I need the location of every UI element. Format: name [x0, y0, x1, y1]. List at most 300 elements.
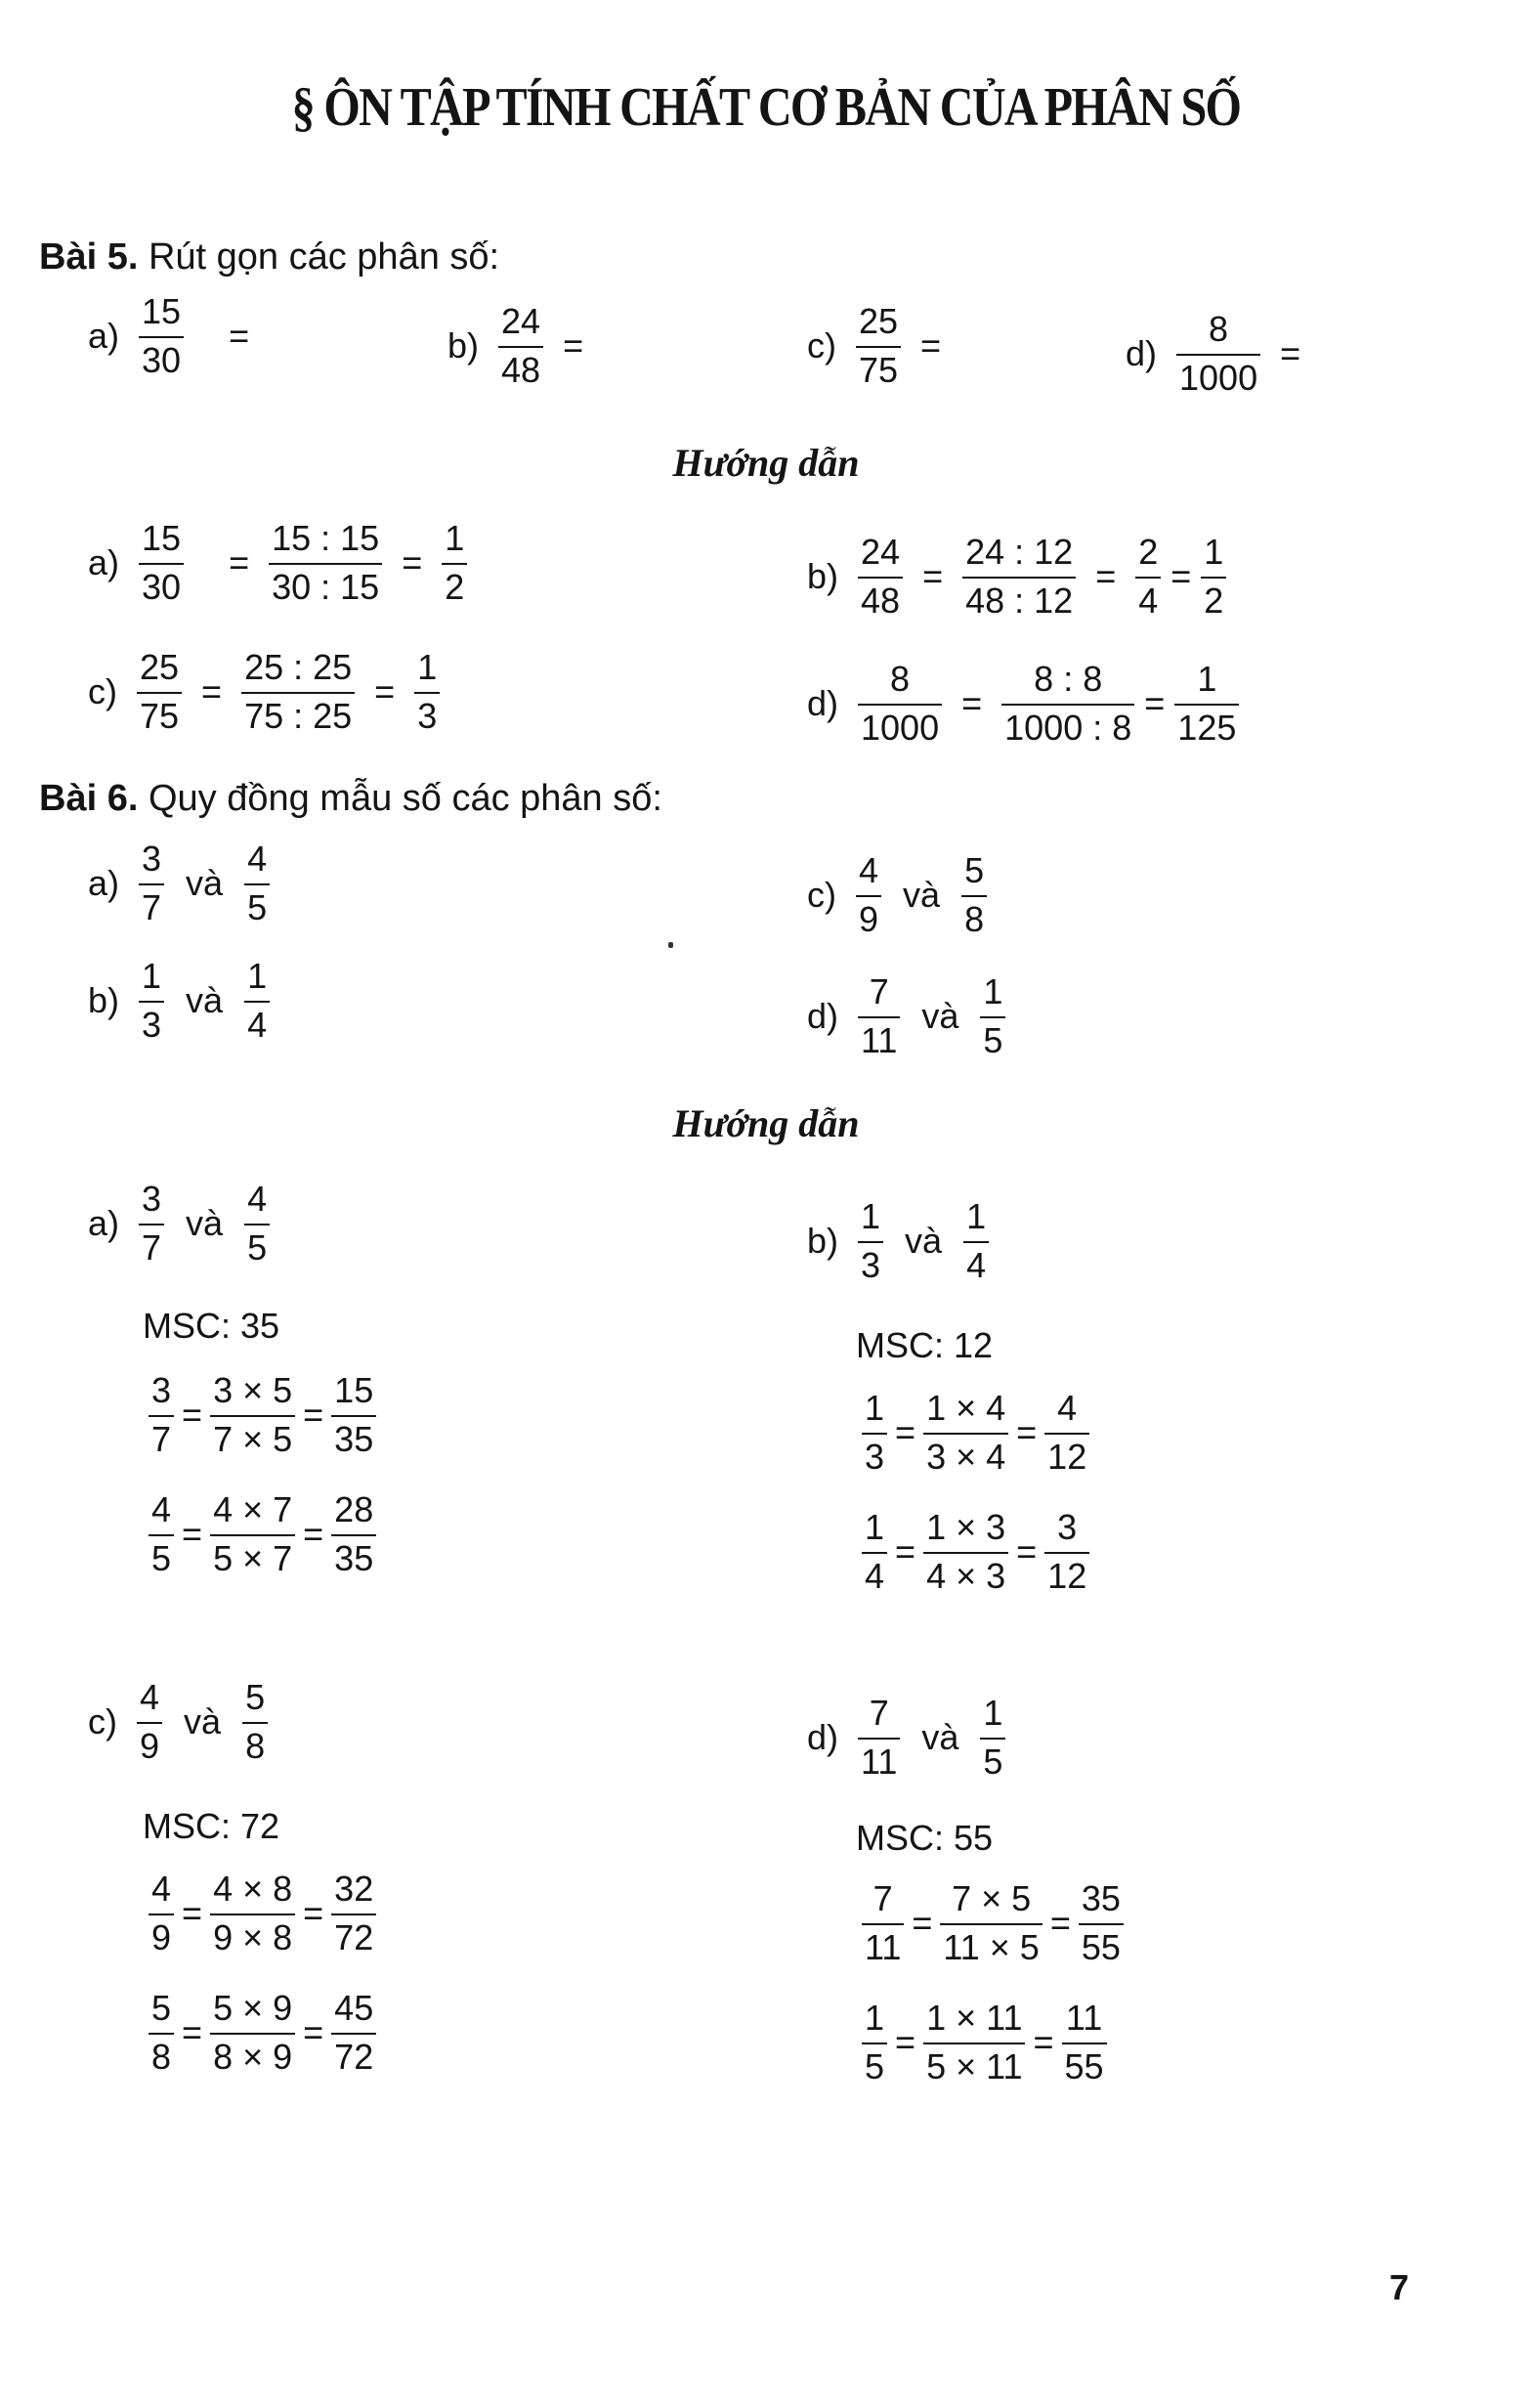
exercise-6-label: Bài 6. [39, 778, 139, 819]
equals-sign: = [229, 542, 250, 583]
fraction [923, 1509, 1008, 1596]
fraction [858, 973, 900, 1060]
denominator: 3 [142, 1004, 162, 1045]
denominator: 4 [1138, 580, 1159, 621]
fraction-bar [244, 1001, 270, 1003]
ex5-problem-d [1126, 311, 1314, 398]
numerator: 1 [983, 971, 1003, 1011]
numerator: 1 [142, 956, 162, 996]
numerator: 15 [334, 1370, 374, 1410]
denominator: 30 : 15 [272, 566, 380, 607]
numerator: 1 [1204, 532, 1224, 572]
fraction [210, 1990, 295, 2077]
msc-d: MSC: 55 [856, 1818, 994, 1858]
exercise-6-heading [39, 778, 662, 820]
numerator: 1 × 3 [926, 1507, 1006, 1547]
ex6-problem-a [88, 840, 276, 927]
denominator: 5 [983, 1019, 1003, 1060]
denominator: 4 × 3 [926, 1555, 1006, 1596]
fraction-bar [923, 1433, 1008, 1435]
fraction [856, 303, 901, 390]
fraction [210, 1372, 295, 1459]
item-label: c) [807, 875, 836, 916]
ex6-solution-c-line2 [143, 1990, 382, 2077]
numerator: 28 [334, 1489, 374, 1529]
denominator: 11 [861, 1019, 898, 1060]
fraction [1174, 661, 1239, 748]
equals-sign: = [563, 325, 584, 366]
equals-sign: = [182, 1395, 203, 1436]
fraction [1079, 1880, 1124, 1967]
fraction [139, 840, 164, 927]
numerator: 1 [247, 956, 268, 996]
equals-sign: = [895, 1412, 916, 1453]
numerator: 35 [1081, 1878, 1121, 1918]
stray-dot [668, 942, 673, 948]
fraction-bar [149, 1415, 174, 1417]
denominator: 3 [861, 1244, 881, 1285]
and-word: và [186, 863, 224, 904]
page-number: 7 [1389, 2267, 1410, 2307]
denominator: 48 [501, 349, 541, 390]
fraction [1044, 1509, 1089, 1596]
fraction-bar [137, 692, 182, 694]
fraction-bar [331, 1415, 376, 1417]
and-word: và [905, 1221, 943, 1262]
fraction [137, 649, 182, 736]
fraction [856, 852, 881, 939]
numerator: 1 [417, 647, 438, 687]
fraction [210, 1870, 295, 1957]
denominator: 48 [861, 580, 901, 621]
denominator: 5 [983, 1741, 1003, 1782]
numerator: 24 : 12 [965, 532, 1074, 572]
fraction-bar [858, 704, 942, 706]
fraction-bar [149, 1914, 174, 1915]
item-label: a) [88, 1203, 120, 1244]
numerator: 24 [501, 301, 541, 341]
item-label: d) [807, 683, 839, 724]
fraction-bar [1135, 577, 1161, 579]
exercise-5-text: Rút gọn các phân số: [148, 236, 500, 278]
fraction [1176, 311, 1260, 398]
fraction-bar [241, 692, 355, 694]
equals-sign: = [920, 325, 942, 366]
denominator: 72 [334, 2036, 374, 2077]
fraction [923, 1390, 1008, 1477]
equals-sign: = [182, 1514, 203, 1555]
fraction-bar [210, 1415, 295, 1417]
item-label: b) [807, 1221, 839, 1262]
numerator: 1 [865, 1998, 885, 2038]
fraction [149, 1990, 174, 2077]
numerator: 1 [983, 1693, 1003, 1733]
denominator: 11 [865, 1926, 902, 1967]
denominator: 5 [151, 1537, 172, 1578]
numerator: 25 [140, 647, 180, 687]
fraction [862, 2000, 887, 2086]
equals-sign: = [201, 671, 223, 712]
msc-c: MSC: 72 [143, 1806, 280, 1846]
numerator: 5 [964, 850, 985, 890]
fraction-bar [858, 1016, 900, 1018]
denominator: 4 [865, 1555, 885, 1596]
fraction [1001, 661, 1134, 748]
numerator: 1 [966, 1196, 987, 1236]
numerator: 11 [1065, 1998, 1103, 2038]
ex5-solution-b [807, 534, 1232, 621]
denominator: 5 [247, 886, 268, 927]
fraction-bar [923, 2042, 1025, 2044]
ex6-solution-a-line1 [143, 1372, 382, 1459]
fraction [137, 1679, 162, 1766]
denominator: 4 [966, 1244, 987, 1285]
fraction [980, 973, 1005, 1060]
equals-sign: = [895, 2022, 916, 2063]
ex6-solution-c-line1 [143, 1870, 382, 1957]
denominator: 48 : 12 [965, 580, 1074, 621]
and-word: và [921, 996, 959, 1037]
equals-sign: = [1016, 1412, 1038, 1453]
equals-sign: = [1144, 683, 1166, 724]
denominator: 7 [142, 1226, 162, 1268]
fraction-bar [1044, 1552, 1089, 1554]
and-word: và [186, 1203, 224, 1244]
ex6-problem-d [807, 973, 1011, 1060]
fraction [858, 1198, 883, 1285]
denominator: 2 [445, 566, 465, 607]
fraction [980, 1695, 1005, 1782]
fraction [242, 1679, 268, 1766]
fraction [1135, 534, 1161, 621]
fraction [414, 649, 440, 736]
ex6-solution-b-line1 [856, 1390, 1095, 1477]
numerator: 15 [142, 291, 182, 331]
numerator: 3 [151, 1370, 172, 1410]
denominator: 75 : 25 [244, 695, 353, 736]
numerator: 5 × 9 [213, 1988, 293, 2028]
denominator: 75 [140, 695, 180, 736]
denominator: 55 [1081, 1926, 1121, 1967]
fraction [244, 840, 270, 927]
exercise-5-heading [39, 236, 499, 279]
denominator: 7 × 5 [213, 1418, 293, 1459]
fraction-bar [862, 2042, 887, 2044]
fraction [1044, 1390, 1089, 1477]
equals-sign: = [182, 2012, 203, 2053]
msc-a: MSC: 35 [143, 1306, 280, 1346]
numerator: 15 [142, 518, 182, 558]
fraction-bar [242, 1722, 268, 1724]
fraction [210, 1491, 295, 1578]
denominator: 8 [151, 2036, 172, 2077]
fraction-bar [862, 1552, 887, 1554]
numerator: 3 [1057, 1507, 1078, 1547]
fraction-bar [139, 883, 164, 885]
fraction [1201, 534, 1226, 621]
fraction-bar [1001, 704, 1134, 706]
denominator: 2 [1204, 580, 1224, 621]
fraction [940, 1880, 1042, 1967]
fraction [331, 1491, 376, 1578]
denominator: 75 [859, 349, 899, 390]
denominator: 3 × 4 [926, 1436, 1006, 1477]
fraction-bar [858, 577, 903, 579]
equals-sign: = [402, 542, 423, 583]
denominator: 9 [859, 898, 879, 939]
fraction-bar [244, 883, 270, 885]
denominator: 30 [142, 339, 182, 380]
denominator: 7 [142, 886, 162, 927]
numerator: 1 [445, 518, 465, 558]
numerator: 45 [334, 1988, 374, 2028]
guide-heading-2: Hướng dẫn [672, 1101, 860, 1145]
denominator: 8 [964, 898, 985, 939]
numerator: 1 × 11 [926, 1998, 1023, 2038]
denominator: 1000 : 8 [1004, 707, 1132, 748]
numerator: 1 [861, 1196, 881, 1236]
equals-sign: = [1095, 556, 1117, 597]
fraction [962, 534, 1076, 621]
fraction-bar [980, 1016, 1005, 1018]
ex6-solution-a-line2 [143, 1491, 382, 1578]
fraction-bar [269, 563, 382, 565]
fraction [858, 661, 942, 748]
equals-sign: = [1280, 333, 1301, 374]
fraction-bar [210, 2033, 295, 2035]
item-label: c) [88, 1701, 117, 1742]
fraction-bar [139, 1001, 164, 1003]
equals-sign: = [374, 671, 396, 712]
numerator: 8 : 8 [1034, 659, 1103, 699]
fraction-bar [1174, 704, 1239, 706]
item-label: a) [88, 316, 120, 357]
denominator: 11 × 5 [943, 1926, 1040, 1967]
fraction-bar [862, 1433, 887, 1435]
numerator: 3 [142, 1179, 162, 1219]
fraction-bar [856, 346, 901, 348]
numerator: 4 [1057, 1388, 1078, 1428]
fraction-bar [980, 1738, 1005, 1740]
fraction-bar [862, 1923, 904, 1925]
fraction [244, 958, 270, 1045]
fraction-bar [244, 1224, 270, 1226]
fraction-bar [1044, 1433, 1089, 1435]
equals-sign: = [303, 2012, 324, 2053]
ex5-problem-a [88, 293, 263, 380]
fraction-bar [139, 336, 184, 338]
fraction-bar [856, 895, 881, 897]
item-label: c) [88, 671, 117, 712]
numerator: 4 [140, 1677, 160, 1717]
fraction-bar [210, 1914, 295, 1915]
fraction-bar [961, 895, 987, 897]
fraction [139, 520, 184, 607]
denominator: 35 [334, 1537, 374, 1578]
fraction-bar [331, 2033, 376, 2035]
ex5-solution-c [88, 649, 446, 736]
numerator: 25 [859, 301, 899, 341]
fraction-bar [858, 1738, 900, 1740]
numerator: 32 [334, 1869, 374, 1909]
equals-sign: = [1016, 1531, 1038, 1572]
denominator: 12 [1047, 1555, 1087, 1596]
numerator: 7 [872, 1878, 893, 1918]
numerator: 25 : 25 [244, 647, 353, 687]
fraction [149, 1491, 174, 1578]
item-label: a) [88, 542, 120, 583]
numerator: 1 [865, 1507, 885, 1547]
equals-sign: = [303, 1893, 324, 1934]
numerator: 5 [151, 1988, 172, 2028]
numerator: 4 × 7 [213, 1489, 293, 1529]
ex6-solution-a-header [88, 1181, 276, 1268]
fraction [331, 1990, 376, 2077]
equals-sign: = [303, 1395, 324, 1436]
numerator: 4 [247, 1179, 268, 1219]
numerator: 7 [869, 971, 889, 1011]
equals-sign: = [922, 556, 944, 597]
fraction-bar [962, 577, 1076, 579]
fraction-bar [858, 1241, 883, 1243]
and-word: và [184, 1701, 222, 1742]
fraction [862, 1509, 887, 1596]
fraction [442, 520, 467, 607]
fraction [139, 1181, 164, 1268]
fraction-bar [1079, 1923, 1124, 1925]
fraction-bar [139, 563, 184, 565]
ex6-solution-c-header [88, 1679, 274, 1766]
item-label: b) [447, 325, 480, 366]
numerator: 1 × 4 [926, 1388, 1006, 1428]
ex6-problem-b [88, 958, 276, 1045]
ex5-problem-c [807, 303, 955, 390]
equals-sign: = [1049, 1903, 1071, 1944]
exercise-6-text: Quy đồng mẫu số các phân số: [148, 778, 662, 819]
fraction [862, 1880, 904, 1967]
fraction [858, 1695, 900, 1782]
fraction [139, 293, 184, 380]
denominator: 1000 [1179, 357, 1258, 398]
denominator: 35 [334, 1418, 374, 1459]
denominator: 3 [417, 695, 438, 736]
ex6-problem-c [807, 852, 993, 939]
fraction [1062, 2000, 1107, 2086]
fraction-bar [940, 1923, 1042, 1925]
numerator: 4 [151, 1869, 172, 1909]
equals-sign: = [1033, 2022, 1054, 2063]
and-word: và [903, 875, 941, 916]
fraction-bar [137, 1722, 162, 1724]
denominator: 5 × 11 [926, 2045, 1023, 2086]
denominator: 7 [151, 1418, 172, 1459]
fraction-bar [149, 1534, 174, 1536]
denominator: 8 [245, 1725, 266, 1766]
fraction [331, 1372, 376, 1459]
item-label: d) [807, 1717, 839, 1758]
numerator: 4 [247, 838, 268, 879]
equals-sign: = [1170, 556, 1192, 597]
numerator: 3 [142, 838, 162, 879]
item-label: b) [807, 556, 839, 597]
fraction [862, 1390, 887, 1477]
denominator: 4 [247, 1004, 268, 1045]
denominator: 5 × 7 [213, 1537, 293, 1578]
numerator: 8 [1209, 309, 1229, 349]
fraction-bar [414, 692, 440, 694]
fraction-bar [963, 1241, 989, 1243]
denominator: 3 [865, 1436, 885, 1477]
denominator: 5 [865, 2045, 885, 2086]
numerator: 1 [865, 1388, 885, 1428]
numerator: 7 [869, 1693, 889, 1733]
fraction-bar [139, 1224, 164, 1226]
numerator: 3 × 5 [213, 1370, 293, 1410]
fraction [139, 958, 164, 1045]
ex5-solution-a [88, 520, 473, 607]
ex6-solution-b-line2 [856, 1509, 1095, 1596]
fraction-bar [331, 1534, 376, 1536]
and-word: và [921, 1717, 959, 1758]
denominator: 1000 [861, 707, 940, 748]
fraction [961, 852, 987, 939]
fraction [923, 2000, 1025, 2086]
numerator: 1 [1197, 659, 1217, 699]
numerator: 4 [859, 850, 879, 890]
denominator: 9 × 8 [213, 1916, 293, 1957]
guide-heading-1: Hướng dẫn [672, 441, 860, 485]
fraction [244, 1181, 270, 1268]
ex6-solution-d-line2 [856, 2000, 1113, 2086]
numerator: 4 [151, 1489, 172, 1529]
fraction [269, 520, 382, 607]
numerator: 4 × 8 [213, 1869, 293, 1909]
ex6-solution-d-header [807, 1695, 1011, 1782]
fraction [331, 1870, 376, 1957]
numerator: 24 [861, 532, 901, 572]
fraction [149, 1870, 174, 1957]
item-label: c) [807, 325, 836, 366]
numerator: 5 [245, 1677, 266, 1717]
denominator: 9 [140, 1725, 160, 1766]
fraction [963, 1198, 989, 1285]
fraction-bar [1176, 354, 1260, 356]
equals-sign: = [912, 1903, 933, 1944]
ex6-solution-b-header [807, 1198, 995, 1285]
equals-sign: = [961, 683, 983, 724]
denominator: 30 [142, 566, 182, 607]
exercise-5-label: Bài 5. [39, 236, 139, 278]
item-label: b) [88, 980, 120, 1021]
equals-sign: = [303, 1514, 324, 1555]
fraction-bar [210, 1534, 295, 1536]
fraction-bar [331, 1914, 376, 1915]
denominator: 11 [861, 1741, 898, 1782]
fraction-bar [1062, 2042, 1107, 2044]
msc-b: MSC: 12 [856, 1325, 994, 1365]
fraction-bar [1201, 577, 1226, 579]
fraction-bar [923, 1552, 1008, 1554]
denominator: 9 [151, 1916, 172, 1957]
item-label: d) [1126, 333, 1158, 374]
fraction [149, 1372, 174, 1459]
ex5-problem-b [447, 303, 597, 390]
equals-sign: = [182, 1893, 203, 1934]
fraction [858, 534, 903, 621]
denominator: 5 [247, 1226, 268, 1268]
numerator: 7 × 5 [952, 1878, 1032, 1918]
denominator: 125 [1177, 707, 1237, 748]
